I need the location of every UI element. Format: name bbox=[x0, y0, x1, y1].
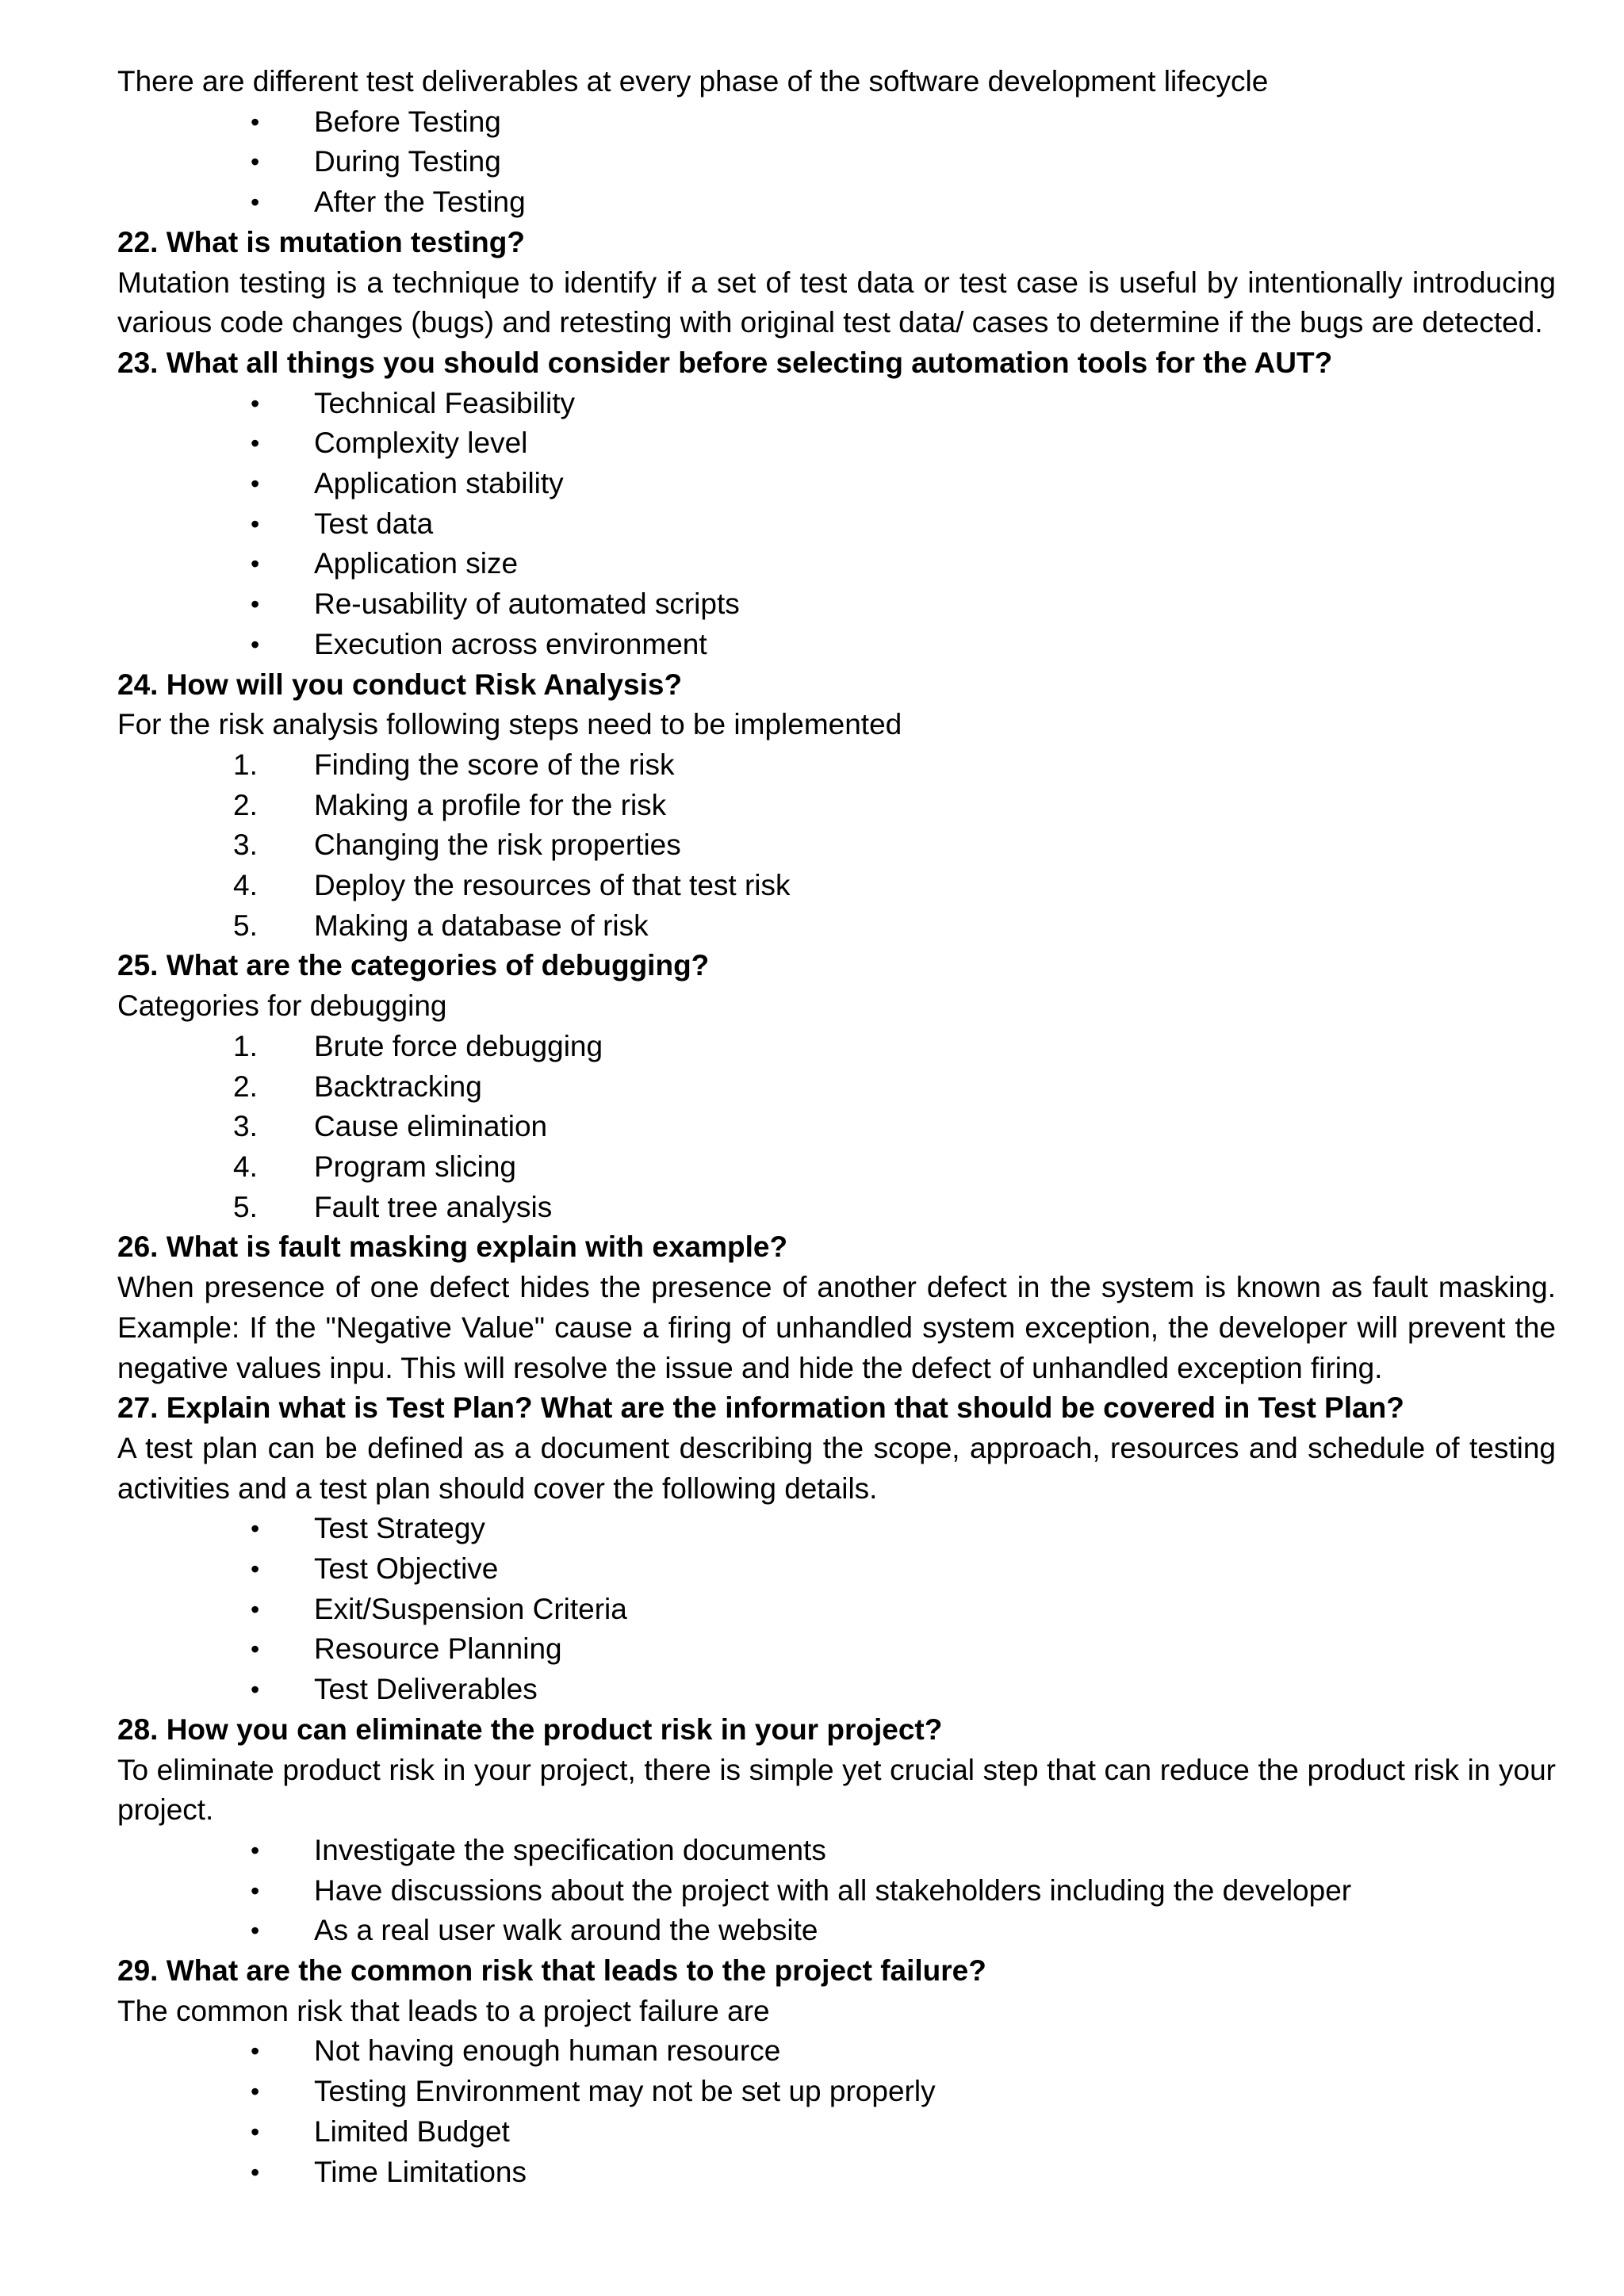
list-item-text: Brute force debugging bbox=[314, 1029, 603, 1062]
list-item bbox=[117, 1831, 1556, 1871]
paragraph: To eliminate product risk in your project, there is simple yet crucial step that can reduce the product risk in your project. bbox=[117, 1753, 1556, 1827]
question-heading: 23. What all things you should consider before selecting automation tools for the AUT? bbox=[117, 346, 1333, 379]
list-item-text: Have discussions about the project with all stakeholders including the developer bbox=[314, 1873, 1352, 1907]
bullet-marker: • bbox=[251, 1916, 260, 1946]
numbered-list bbox=[117, 1027, 1556, 1228]
bullet-marker: • bbox=[251, 388, 260, 418]
number-marker: 4. bbox=[233, 869, 258, 902]
paragraph: The common risk that leads to a project failure are bbox=[117, 1994, 770, 2027]
number-marker: 2. bbox=[233, 1070, 258, 1103]
list-item bbox=[117, 1871, 1556, 1911]
bullet-marker: • bbox=[251, 1876, 260, 1905]
list-item-text: Backtracking bbox=[314, 1070, 482, 1103]
question-heading: 29. What are the common risk that leads to the project failure? bbox=[117, 1954, 986, 1988]
list-item-text: Deploy the resources of that test risk bbox=[314, 869, 791, 902]
list-item-text: Testing Environment may not be set up properly bbox=[314, 2075, 936, 2108]
list-item bbox=[117, 1107, 1556, 1147]
list-item-text: Investigate the specification documents bbox=[314, 1833, 826, 1866]
bullet-list bbox=[117, 2031, 1556, 2192]
bullet-list bbox=[117, 1509, 1556, 1710]
list-item bbox=[117, 2112, 1556, 2152]
bullet-marker: • bbox=[251, 469, 260, 499]
bullet-marker: • bbox=[251, 590, 260, 619]
numbered-list bbox=[117, 745, 1556, 947]
list-item-text: Time Limitations bbox=[314, 2155, 527, 2188]
list-item bbox=[117, 1549, 1556, 1590]
list-item bbox=[117, 1670, 1556, 1710]
list-item-text: Resource Planning bbox=[314, 1632, 562, 1666]
question-heading: 28. How you can eliminate the product risk in your project? bbox=[117, 1712, 943, 1746]
list-item-text: Making a profile for the risk bbox=[314, 788, 667, 821]
bullet-marker: • bbox=[251, 1594, 260, 1624]
list-item bbox=[117, 384, 1556, 424]
question-heading: 26. What is fault masking explain with example? bbox=[117, 1230, 788, 1264]
list-item-text: Changing the risk properties bbox=[314, 828, 681, 862]
bullet-marker: • bbox=[251, 1675, 260, 1705]
number-marker: 2. bbox=[233, 788, 258, 821]
list-item bbox=[117, 786, 1556, 826]
list-item-text: Not having enough human resource bbox=[314, 2034, 781, 2068]
list-item-text: Exit/Suspension Criteria bbox=[314, 1592, 627, 1625]
list-item bbox=[117, 866, 1556, 906]
list-item-text: Technical Feasibility bbox=[314, 386, 576, 419]
list-item-text: After the Testing bbox=[314, 186, 526, 219]
list-item bbox=[117, 544, 1556, 584]
list-item bbox=[117, 584, 1556, 625]
list-item-text: Program slicing bbox=[314, 1150, 516, 1183]
list-item-text: Making a database of risk bbox=[314, 909, 649, 942]
list-item-text: Fault tree analysis bbox=[314, 1190, 553, 1223]
list-item bbox=[117, 825, 1556, 866]
question-heading: 22. What is mutation testing? bbox=[117, 225, 525, 258]
list-item-text: Cause elimination bbox=[314, 1110, 548, 1143]
bullet-list bbox=[117, 384, 1556, 665]
list-item bbox=[117, 1911, 1556, 1951]
list-item-text: Application stability bbox=[314, 467, 564, 500]
bullet-marker: • bbox=[251, 1555, 260, 1584]
number-marker: 5. bbox=[233, 909, 258, 942]
paragraph: A test plan can be defined as a document describing the scope, approach, resources and schedule of testing activities and a test plan should cover the following details. bbox=[117, 1431, 1556, 1505]
paragraph: Categories for debugging bbox=[117, 989, 447, 1023]
list-item bbox=[117, 1067, 1556, 1108]
number-marker: 5. bbox=[233, 1190, 258, 1223]
bullet-marker: • bbox=[251, 629, 260, 659]
bullet-marker: • bbox=[251, 549, 260, 579]
list-item-text: Limited Budget bbox=[314, 2114, 510, 2148]
bullet-list bbox=[117, 102, 1556, 223]
list-item-text: Re-usability of automated scripts bbox=[314, 587, 740, 621]
list-item bbox=[117, 906, 1556, 947]
bullet-marker: • bbox=[251, 2077, 260, 2107]
list-item bbox=[117, 2152, 1556, 2193]
number-marker: 1. bbox=[233, 748, 258, 781]
list-item bbox=[117, 182, 1556, 223]
question-heading: 24. How will you conduct Risk Analysis? bbox=[117, 668, 683, 701]
list-item-text: Before Testing bbox=[314, 105, 501, 138]
paragraph: When presence of one defect hides the presence of another defect in the system is known as fault masking. Example: If the "Negative Value" cause a firing of unhandled system exception, the developer will prevent the negative values inpu. This will resolve the issue and hide the defect of unhandled exception firing. bbox=[117, 1271, 1556, 1384]
bullet-marker: • bbox=[251, 107, 260, 136]
bullet-marker: • bbox=[251, 2037, 260, 2066]
list-item bbox=[117, 142, 1556, 182]
list-item bbox=[117, 464, 1556, 504]
list-item-text: Execution across environment bbox=[314, 627, 707, 660]
list-item bbox=[117, 625, 1556, 665]
bullet-marker: • bbox=[251, 1835, 260, 1865]
list-item bbox=[117, 1629, 1556, 1670]
list-item bbox=[117, 745, 1556, 786]
document-page bbox=[117, 62, 1556, 2192]
list-item bbox=[117, 1509, 1556, 1549]
bullet-marker: • bbox=[251, 2117, 260, 2146]
bullet-marker: • bbox=[251, 509, 260, 538]
bullet-marker: • bbox=[251, 1514, 260, 1544]
list-item-text: Test Deliverables bbox=[314, 1673, 538, 1706]
number-marker: 1. bbox=[233, 1029, 258, 1062]
bullet-marker: • bbox=[251, 1635, 260, 1664]
list-item bbox=[117, 1590, 1556, 1630]
bullet-marker: • bbox=[251, 2157, 260, 2187]
list-item bbox=[117, 1027, 1556, 1067]
list-item bbox=[117, 1147, 1556, 1188]
list-item-text: Complexity level bbox=[314, 427, 528, 460]
list-item bbox=[117, 504, 1556, 545]
bullet-marker: • bbox=[251, 147, 260, 177]
list-item-text: During Testing bbox=[314, 145, 501, 178]
paragraph: Mutation testing is a technique to identify if a set of test data or test case is useful by intentionally introducing various code changes (bugs) and retesting with original test data/ cases to determine if the bugs are detected. bbox=[117, 266, 1556, 339]
number-marker: 4. bbox=[233, 1150, 258, 1183]
question-heading: 25. What are the categories of debugging? bbox=[117, 949, 710, 982]
list-item bbox=[117, 1188, 1556, 1228]
list-item-text: Test data bbox=[314, 507, 434, 540]
list-item-text: As a real user walk around the website bbox=[314, 1914, 818, 1947]
question-heading: 27. Explain what is Test Plan? What are the information that should be covered in Test Plan? bbox=[117, 1391, 1404, 1425]
list-item bbox=[117, 423, 1556, 464]
list-item-text: Application size bbox=[314, 547, 519, 580]
list-item bbox=[117, 102, 1556, 143]
list-item-text: Finding the score of the risk bbox=[314, 748, 675, 781]
list-item bbox=[117, 2072, 1556, 2112]
bullet-marker: • bbox=[251, 188, 260, 217]
number-marker: 3. bbox=[233, 1110, 258, 1143]
number-marker: 3. bbox=[233, 828, 258, 862]
list-item-text: Test Objective bbox=[314, 1552, 499, 1586]
bullet-list bbox=[117, 1831, 1556, 1951]
paragraph: For the risk analysis following steps need to be implemented bbox=[117, 708, 902, 741]
bullet-marker: • bbox=[251, 429, 260, 458]
list-item bbox=[117, 2031, 1556, 2072]
list-item-text: Test Strategy bbox=[314, 1512, 485, 1545]
paragraph: There are different test deliverables at every phase of the software development lifecycle bbox=[117, 65, 1269, 98]
